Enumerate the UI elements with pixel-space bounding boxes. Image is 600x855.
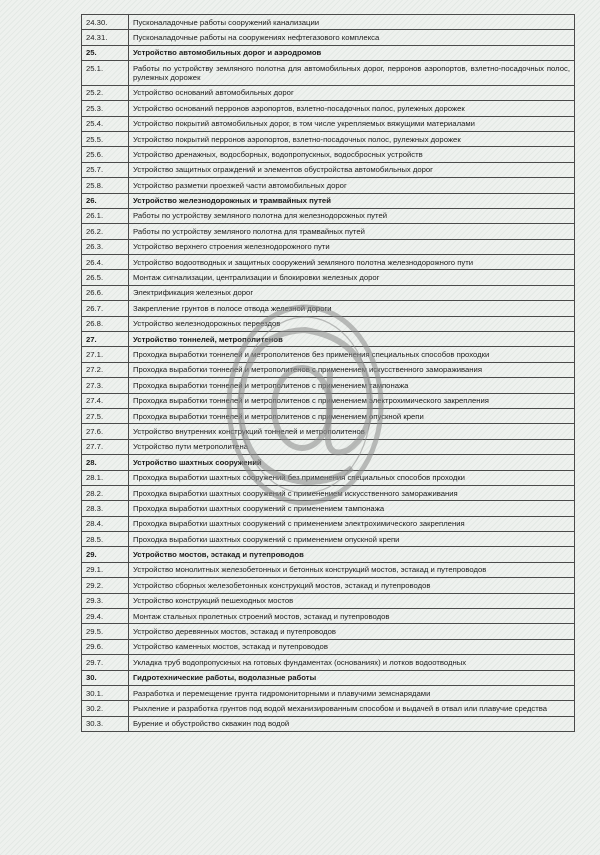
row-text: Бурение и обустройство скважин под водой bbox=[129, 716, 575, 731]
table-body bbox=[82, 15, 575, 732]
table-row bbox=[82, 485, 575, 500]
row-number: 27. bbox=[82, 332, 129, 347]
table-row bbox=[82, 224, 575, 239]
table-row bbox=[82, 470, 575, 485]
row-number: 29. bbox=[82, 547, 129, 562]
table-row bbox=[82, 609, 575, 624]
table-row bbox=[82, 316, 575, 331]
table-row bbox=[82, 408, 575, 423]
table-row bbox=[82, 362, 575, 377]
row-text: Проходка выработки тоннелей и метрополитенов с применением электрохимического закрепления bbox=[129, 393, 575, 408]
table-row bbox=[82, 424, 575, 439]
row-text: Монтаж стальных пролетных строений мостов, эстакад и путепроводов bbox=[129, 609, 575, 624]
row-text: Электрификация железных дорог bbox=[129, 285, 575, 300]
row-number: 28.5. bbox=[82, 532, 129, 547]
table-row bbox=[82, 378, 575, 393]
section-row bbox=[82, 45, 575, 60]
section-title: Устройство мостов, эстакад и путепроводов bbox=[129, 547, 575, 562]
row-number: 26.8. bbox=[82, 316, 129, 331]
table-row bbox=[82, 15, 575, 30]
table-row bbox=[82, 255, 575, 270]
table-row bbox=[82, 116, 575, 131]
row-text: Устройство водоотводных и защитных сооружений земляного полотна железнодорожного пути bbox=[129, 255, 575, 270]
row-number: 29.2. bbox=[82, 578, 129, 593]
table-row bbox=[82, 593, 575, 608]
table-row bbox=[82, 131, 575, 146]
row-number: 27.1. bbox=[82, 347, 129, 362]
row-number: 26.3. bbox=[82, 239, 129, 254]
table-row bbox=[82, 101, 575, 116]
table-row bbox=[82, 208, 575, 223]
section-row bbox=[82, 332, 575, 347]
row-number: 28. bbox=[82, 455, 129, 470]
row-number: 26.6. bbox=[82, 285, 129, 300]
section-row bbox=[82, 547, 575, 562]
table-row bbox=[82, 655, 575, 670]
row-text: Закрепление грунтов в полосе отвода железной дороги bbox=[129, 301, 575, 316]
row-text: Проходка выработки шахтных сооружений с применением искусственного замораживания bbox=[129, 485, 575, 500]
table-row bbox=[82, 639, 575, 654]
row-text: Устройство монолитных железобетонных и бетонных конструкций мостов, эстакад и путепроводов bbox=[129, 562, 575, 577]
table-row bbox=[82, 178, 575, 193]
row-text: Проходка выработки шахтных сооружений с применением тампонажа bbox=[129, 501, 575, 516]
row-number: 27.5. bbox=[82, 408, 129, 423]
row-text: Работы по устройству земляного полотна для железнодорожных путей bbox=[129, 208, 575, 223]
row-number: 30.2. bbox=[82, 701, 129, 716]
row-text: Устройство покрытий перронов аэропортов, взлетно-посадочных полос, рулежных дорожек bbox=[129, 131, 575, 146]
row-number: 28.2. bbox=[82, 485, 129, 500]
works-list-table bbox=[81, 14, 575, 732]
row-number: 26.2. bbox=[82, 224, 129, 239]
section-title: Устройство тоннелей, метрополитенов bbox=[129, 332, 575, 347]
row-number: 27.3. bbox=[82, 378, 129, 393]
row-number: 27.7. bbox=[82, 439, 129, 454]
row-text: Проходка выработки тоннелей и метрополитенов с применением искусственного замораживания bbox=[129, 362, 575, 377]
row-text: Проходка выработки тоннелей и метрополитенов без применения специальных способов проходки bbox=[129, 347, 575, 362]
row-number: 27.6. bbox=[82, 424, 129, 439]
section-row bbox=[82, 670, 575, 685]
table-row bbox=[82, 501, 575, 516]
row-number: 26. bbox=[82, 193, 129, 208]
row-text: Проходка выработки тоннелей и метрополитенов с применением опускной крепи bbox=[129, 408, 575, 423]
row-text: Пусконаладочные работы сооружений канализации bbox=[129, 15, 575, 30]
row-number: 26.5. bbox=[82, 270, 129, 285]
table-row bbox=[82, 347, 575, 362]
section-title: Гидротехнические работы, водолазные работы bbox=[129, 670, 575, 685]
row-number: 25.3. bbox=[82, 101, 129, 116]
row-text: Устройство деревянных мостов, эстакад и путепроводов bbox=[129, 624, 575, 639]
table-row bbox=[82, 716, 575, 731]
row-number: 29.6. bbox=[82, 639, 129, 654]
row-number: 25.4. bbox=[82, 116, 129, 131]
row-number: 28.1. bbox=[82, 470, 129, 485]
row-number: 28.3. bbox=[82, 501, 129, 516]
table-row bbox=[82, 562, 575, 577]
row-text: Проходка выработки тоннелей и метрополитенов с применением тампонажа bbox=[129, 378, 575, 393]
table-row bbox=[82, 516, 575, 531]
table-row bbox=[82, 30, 575, 45]
row-text: Разработка и перемещение грунта гидромониторными и плавучими земснарядами bbox=[129, 686, 575, 701]
row-text: Пусконаладочные работы на сооружениях нефтегазового комплекса bbox=[129, 30, 575, 45]
row-text: Работы по устройству земляного полотна для трамвайных путей bbox=[129, 224, 575, 239]
row-text: Устройство конструкций пешеходных мостов bbox=[129, 593, 575, 608]
table-row bbox=[82, 85, 575, 100]
row-number: 29.1. bbox=[82, 562, 129, 577]
row-text: Устройство внутренних конструкций тоннелей и метрополитенов bbox=[129, 424, 575, 439]
section-title: Устройство шахтных сооружений bbox=[129, 455, 575, 470]
table-row bbox=[82, 147, 575, 162]
row-number: 29.4. bbox=[82, 609, 129, 624]
table-row bbox=[82, 701, 575, 716]
row-text: Устройство пути метрополитена bbox=[129, 439, 575, 454]
row-text: Укладка труб водопропускных на готовых фундаментах (основаниях) и лотков водоотводных bbox=[129, 655, 575, 670]
row-number: 30.3. bbox=[82, 716, 129, 731]
row-number: 28.4. bbox=[82, 516, 129, 531]
row-number: 24.31. bbox=[82, 30, 129, 45]
row-number: 24.30. bbox=[82, 15, 129, 30]
row-text: Проходка выработки шахтных сооружений с применением электрохимического закрепления bbox=[129, 516, 575, 531]
row-number: 26.7. bbox=[82, 301, 129, 316]
row-text: Проходка выработки шахтных сооружений без применения специальных способов проходки bbox=[129, 470, 575, 485]
row-number: 25.7. bbox=[82, 162, 129, 177]
row-number: 25.6. bbox=[82, 147, 129, 162]
table-row bbox=[82, 61, 575, 86]
table-row bbox=[82, 270, 575, 285]
row-number: 29.5. bbox=[82, 624, 129, 639]
row-number: 25.2. bbox=[82, 85, 129, 100]
row-text: Устройство железнодорожных переездов bbox=[129, 316, 575, 331]
row-number: 26.4. bbox=[82, 255, 129, 270]
section-row bbox=[82, 193, 575, 208]
row-number: 29.3. bbox=[82, 593, 129, 608]
row-number: 29.7. bbox=[82, 655, 129, 670]
row-text: Устройство оснований автомобильных дорог bbox=[129, 85, 575, 100]
row-text: Устройство каменных мостов, эстакад и путепроводов bbox=[129, 639, 575, 654]
row-number: 27.4. bbox=[82, 393, 129, 408]
row-number: 27.2. bbox=[82, 362, 129, 377]
row-text: Устройство разметки проезжей части автомобильных дорог bbox=[129, 178, 575, 193]
row-number: 30. bbox=[82, 670, 129, 685]
row-text: Устройство верхнего строения железнодорожного пути bbox=[129, 239, 575, 254]
row-number: 25. bbox=[82, 45, 129, 60]
table-row bbox=[82, 439, 575, 454]
table-row bbox=[82, 285, 575, 300]
table-row bbox=[82, 301, 575, 316]
row-text: Монтаж сигнализации, централизации и блокировки железных дорог bbox=[129, 270, 575, 285]
row-number: 25.5. bbox=[82, 131, 129, 146]
row-text: Рыхление и разработка грунтов под водой механизированным способом и выдачей в отвал или плавучие средства bbox=[129, 701, 575, 716]
row-number: 30.1. bbox=[82, 686, 129, 701]
table-row bbox=[82, 578, 575, 593]
row-text: Устройство дренажных, водосборных, водопропускных, водосбросных устройств bbox=[129, 147, 575, 162]
row-text: Устройство покрытий автомобильных дорог, в том числе укрепляемых вяжущими материалами bbox=[129, 116, 575, 131]
table-row bbox=[82, 239, 575, 254]
row-text: Устройство защитных ограждений и элементов обустройства автомобильных дорог bbox=[129, 162, 575, 177]
section-title: Устройство железнодорожных и трамвайных путей bbox=[129, 193, 575, 208]
table-row bbox=[82, 162, 575, 177]
table-row bbox=[82, 393, 575, 408]
table-row bbox=[82, 532, 575, 547]
row-text: Устройство сборных железобетонных конструкций мостов, эстакад и путепроводов bbox=[129, 578, 575, 593]
row-number: 26.1. bbox=[82, 208, 129, 223]
row-text: Устройство оснований перронов аэропортов, взлетно-посадочных полос, рулежных дорожек bbox=[129, 101, 575, 116]
row-text: Проходка выработки шахтных сооружений с применением опускной крепи bbox=[129, 532, 575, 547]
row-number: 25.8. bbox=[82, 178, 129, 193]
table-row bbox=[82, 686, 575, 701]
section-title: Устройство автомобильных дорог и аэродромов bbox=[129, 45, 575, 60]
table-row bbox=[82, 624, 575, 639]
row-text: Работы по устройству земляного полотна для автомобильных дорог, перронов аэропортов, взлетно-посадочных полос, рулежных дорожек bbox=[129, 61, 575, 86]
section-row bbox=[82, 455, 575, 470]
row-number: 25.1. bbox=[82, 61, 129, 86]
